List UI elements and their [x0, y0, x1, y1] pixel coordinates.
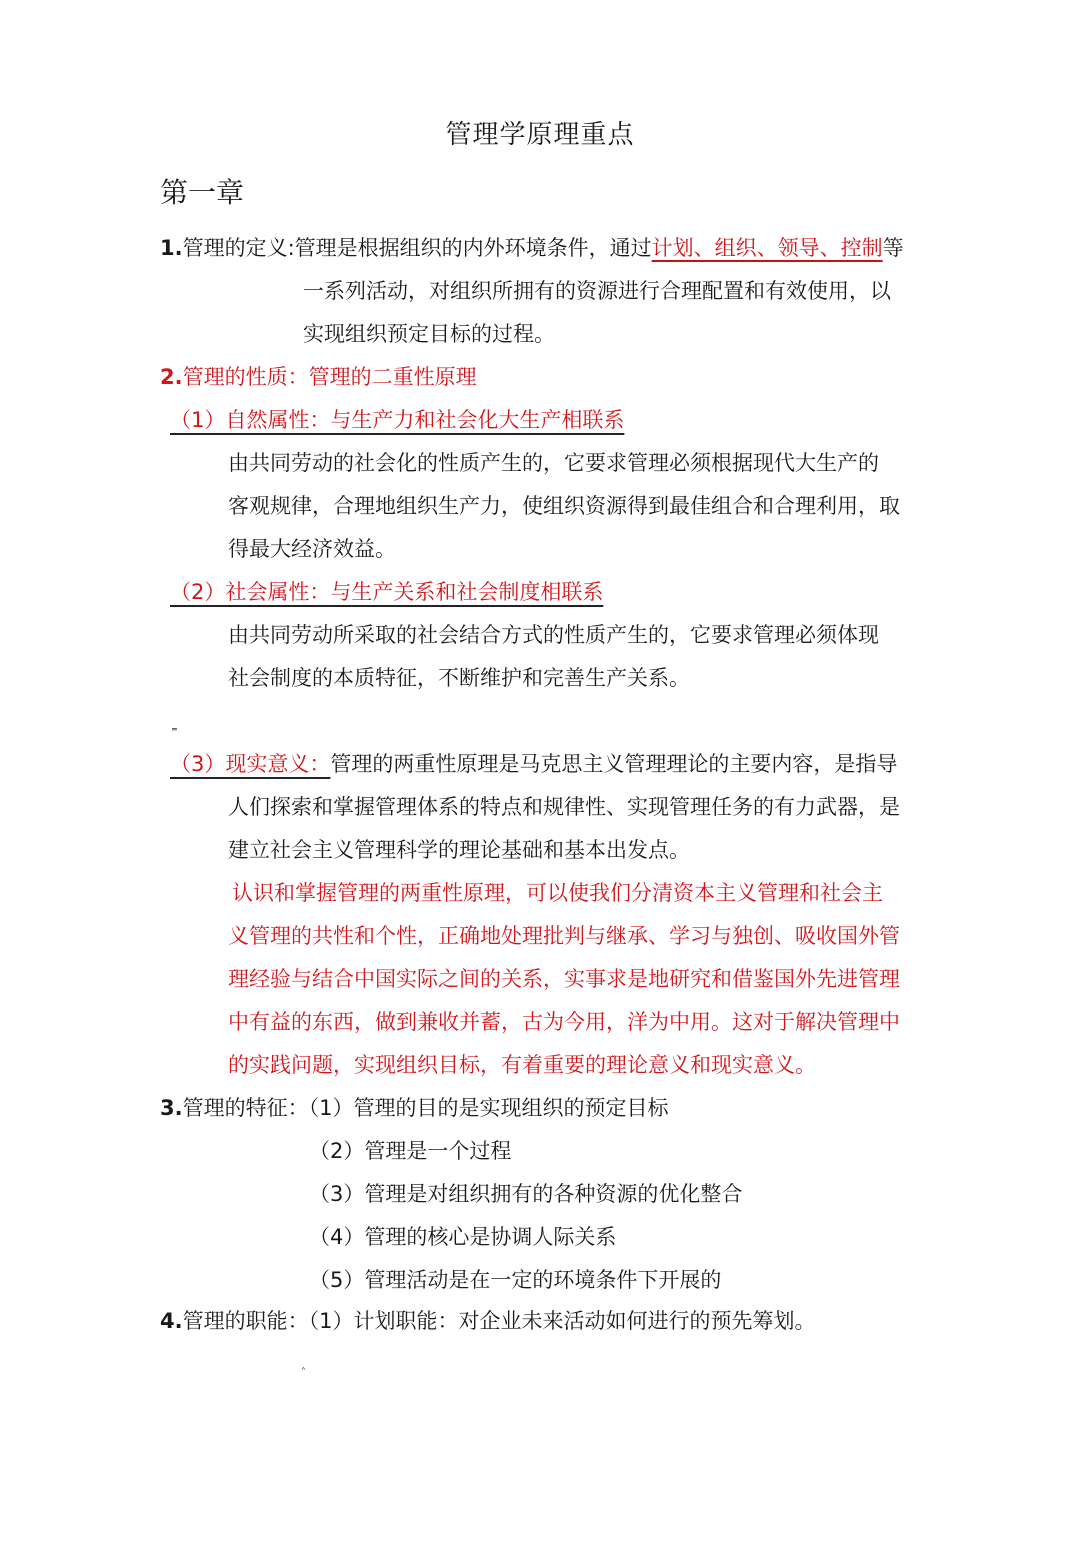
chapter-heading: 第一章 — [160, 176, 245, 209]
section-1-text-c: 等 — [882, 236, 904, 260]
section-2-item-3-line-1 — [170, 749, 897, 779]
section-2-item-1-line-1: 由共同劳动的社会化的性质产生的，它要求管理必须根据现代大生产的 — [228, 451, 879, 475]
section-2-subtitle: 管理的二重性原理 — [308, 365, 477, 389]
section-1-label: 管理的定义: — [182, 236, 295, 260]
section-1-line-1 — [160, 233, 904, 263]
section-1-line-2: 一系列活动，对组织所拥有的资源进行合理配置和有效使用，以 — [303, 279, 891, 303]
page-title: 管理学原理重点 — [445, 120, 635, 150]
section-2-item-1-heading: （1）自然属性：与生产力和社会化大生产相联系 — [170, 408, 625, 432]
section-2-item-1-line-3: 得最大经济效益。 — [228, 537, 396, 561]
red-paragraph-line-5: 的实践问题，实现组织目标，有着重要的理论意义和现实意义。 — [228, 1053, 816, 1077]
section-4-line-1 — [160, 1306, 815, 1336]
stray-mark: ═ — [172, 725, 177, 734]
section-2-item-3-text: 管理的两重性原理是马克思主义管理理论的主要内容，是指导 — [330, 752, 898, 776]
section-2-number: 2. — [160, 365, 183, 389]
red-paragraph-line-1: 认识和掌握管理的两重性原理，可以使我们分清资本主义管理和社会主 — [232, 881, 883, 905]
section-3-item-2: （2）管理是一个过程 — [309, 1139, 512, 1163]
section-1-number: 1. — [160, 236, 183, 260]
section-2-item-2-line-2: 社会制度的本质特征，不断维护和完善生产关系。 — [228, 666, 690, 690]
section-3-number: 3. — [160, 1096, 183, 1120]
section-3-label: 管理的特征： — [182, 1096, 309, 1120]
section-3-item-3: （3）管理是对组织拥有的各种资源的优化整合 — [309, 1182, 743, 1206]
section-1-text-a: 管理是根据组织的内外环境条件，通过 — [294, 236, 652, 260]
section-3-item-4: （4）管理的核心是协调人际关系 — [309, 1225, 617, 1249]
section-1-line-3: 实现组织预定目标的过程。 — [303, 322, 555, 346]
section-3-item-1: （1）管理的目的是实现组织的预定目标 — [308, 1096, 669, 1120]
section-2-heading — [160, 362, 477, 392]
section-2-item-3-line-2: 人们探索和掌握管理体系的特点和规律性、实现管理任务的有力武器，是 — [228, 795, 900, 819]
section-2-item-3-heading: （3）现实意义： — [170, 752, 331, 776]
section-3-line-1 — [160, 1093, 668, 1123]
red-paragraph-line-3: 理经验与结合中国实际之间的关系，实事求是地研究和借鉴国外先进管理 — [228, 967, 900, 991]
section-4-number: 4. — [160, 1309, 183, 1333]
footer-mark: ˄ — [301, 1367, 306, 1378]
red-paragraph-line-4: 中有益的东西，做到兼收并蓄，古为今用，洋为中用。这对于解决管理中 — [228, 1010, 900, 1034]
section-3-item-5: （5）管理活动是在一定的环境条件下开展的 — [309, 1268, 722, 1292]
red-paragraph-line-2: 义管理的共性和个性，正确地处理批判与继承、学习与独创、吸收国外管 — [228, 924, 900, 948]
section-2-item-3-line-3: 建立社会主义管理科学的理论基础和基本出发点。 — [228, 838, 690, 862]
section-2-item-2-heading: （2）社会属性：与生产关系和社会制度相联系 — [170, 580, 604, 604]
section-4-label: 管理的职能： — [182, 1309, 309, 1333]
section-1-functions-highlight: 计划、组织、领导、控制 — [651, 236, 883, 260]
section-2-item-1-line-2: 客观规律，合理地组织生产力，使组织资源得到最佳组合和合理利用，取 — [228, 494, 900, 518]
section-2-item-2-line-1: 由共同劳动所采取的社会结合方式的性质产生的，它要求管理必须体现 — [228, 623, 879, 647]
section-4-item-1: （1）计划职能：对企业未来活动如何进行的预先筹划。 — [308, 1309, 816, 1333]
section-2-label: 管理的性质： — [182, 365, 309, 389]
